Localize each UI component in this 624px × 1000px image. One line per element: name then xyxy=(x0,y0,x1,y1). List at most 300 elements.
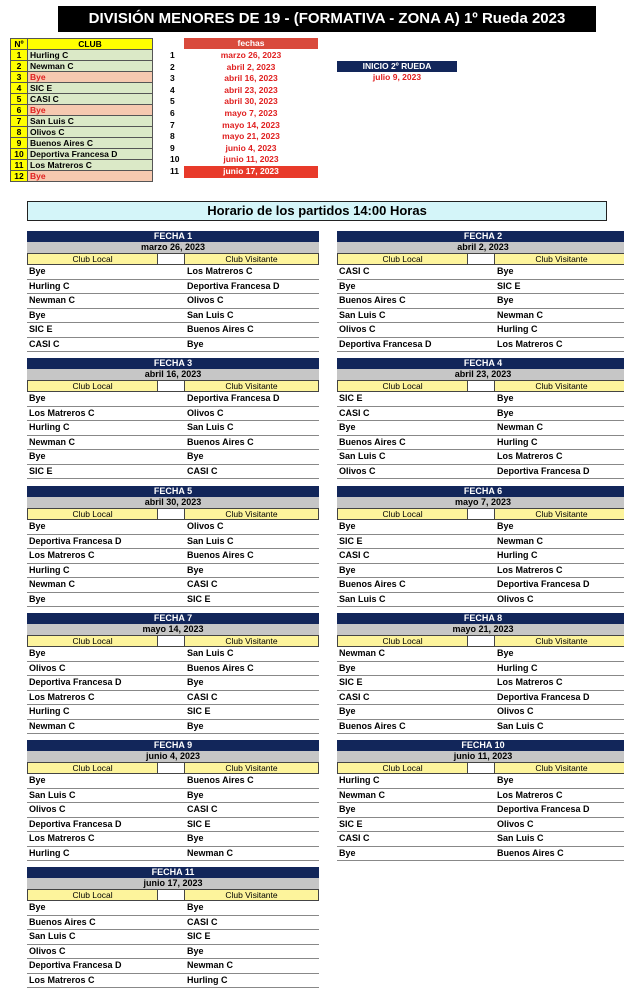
visiting-team: Newman C xyxy=(187,960,234,970)
club-visitante-header: Club Visitante xyxy=(494,635,624,646)
clubs-club-header: CLUB xyxy=(28,39,153,50)
local-team: SIC E xyxy=(339,393,363,403)
visiting-team: Olivos C xyxy=(187,521,224,531)
match-row xyxy=(27,535,319,550)
local-team: Los Matreros C xyxy=(29,691,95,702)
fecha-title: FECHA 8 xyxy=(337,613,624,624)
fecha-number: 9 xyxy=(170,142,175,153)
fecha-column-headers xyxy=(27,508,319,520)
club-visitante-header: Club Visitante xyxy=(494,253,624,264)
fecha-title: FECHA 10 xyxy=(337,740,624,751)
club-name: San Luis C xyxy=(28,116,153,127)
fecha-column-headers xyxy=(27,762,319,774)
local-team: Bye xyxy=(339,804,356,814)
local-team: Deportiva Francesa D xyxy=(29,535,122,546)
match-row xyxy=(337,676,624,691)
club-number: 5 xyxy=(11,94,28,105)
column-gap xyxy=(158,762,184,773)
match-row xyxy=(337,789,624,804)
fecha-title: FECHA 5 xyxy=(27,486,319,497)
match-row xyxy=(337,294,624,309)
visiting-team: Deportiva Francesa D xyxy=(497,579,590,589)
fecha-column-headers xyxy=(27,253,319,265)
match-row xyxy=(337,280,624,295)
local-team: Bye xyxy=(339,521,356,531)
fecha-block-date: abril 23, 2023 xyxy=(337,369,624,380)
club-visitante-header: Club Visitante xyxy=(494,380,624,391)
local-team: Bye xyxy=(29,521,46,531)
visiting-team: San Luis C xyxy=(187,535,234,546)
local-team: Bye xyxy=(339,280,356,291)
match-row xyxy=(27,520,319,535)
visiting-team: Bye xyxy=(187,833,204,843)
visiting-team: San Luis C xyxy=(187,309,234,320)
local-team: Newman C xyxy=(29,720,76,731)
local-team: San Luis C xyxy=(29,931,76,941)
local-team: SIC E xyxy=(339,535,363,546)
match-row xyxy=(27,280,319,295)
club-row xyxy=(11,160,153,171)
visiting-team: SIC E xyxy=(187,593,211,604)
fecha-block xyxy=(337,613,624,734)
visiting-team: Hurling C xyxy=(497,662,538,673)
local-team: Los Matreros C xyxy=(29,407,95,418)
visiting-team: Buenos Aires C xyxy=(187,662,254,673)
column-gap xyxy=(468,253,494,264)
club-row xyxy=(11,149,153,160)
match-row xyxy=(337,407,624,422)
club-local-header: Club Local xyxy=(337,635,468,646)
local-team: Hurling C xyxy=(29,706,70,716)
fecha-number: 7 xyxy=(170,119,175,130)
match-row xyxy=(337,309,624,324)
clubs-num-header: Nº xyxy=(11,39,28,50)
visiting-team: San Luis C xyxy=(187,422,234,432)
column-gap xyxy=(468,380,494,391)
visiting-team: SIC E xyxy=(187,931,211,941)
fecha-date-row xyxy=(166,143,318,155)
fechas-header: fechas xyxy=(184,38,318,49)
fecha-block-date: junio 11, 2023 xyxy=(337,751,624,762)
visiting-team: Bye xyxy=(187,902,204,912)
visiting-team: San Luis C xyxy=(497,833,544,843)
match-row xyxy=(337,392,624,407)
club-row xyxy=(11,50,153,61)
match-row xyxy=(27,945,319,960)
local-team: CASI C xyxy=(339,407,370,418)
club-number: 8 xyxy=(11,127,28,138)
fecha-column-headers xyxy=(337,762,624,774)
visiting-team: Buenos Aires C xyxy=(187,550,254,560)
match-row xyxy=(337,450,624,465)
clubs-table xyxy=(10,38,153,182)
match-row xyxy=(337,774,624,789)
match-row xyxy=(337,720,624,735)
club-local-header: Club Local xyxy=(27,889,158,900)
club-local-header: Club Local xyxy=(27,253,158,264)
fecha-block-date: mayo 21, 2023 xyxy=(337,624,624,635)
fecha-column-headers xyxy=(337,253,624,265)
match-row xyxy=(27,578,319,593)
visiting-team: Los Matreros C xyxy=(497,451,563,461)
fecha-block xyxy=(27,231,319,352)
visiting-team: Olivos C xyxy=(497,706,534,716)
match-row xyxy=(337,593,624,608)
match-row xyxy=(27,265,319,280)
fecha-number: 5 xyxy=(170,96,175,107)
match-row xyxy=(27,465,319,480)
match-row xyxy=(27,705,319,720)
visiting-team: CASI C xyxy=(187,916,218,927)
fecha-column-headers xyxy=(337,635,624,647)
visiting-team: Olivos C xyxy=(187,407,224,418)
club-visitante-header: Club Visitante xyxy=(494,762,624,773)
visiting-team: Newman C xyxy=(187,847,234,858)
fecha-block-date: junio 4, 2023 xyxy=(27,751,319,762)
fecha-block xyxy=(27,486,319,607)
match-row xyxy=(337,465,624,480)
fecha-number: 3 xyxy=(170,73,175,84)
club-local-header: Club Local xyxy=(27,635,158,646)
club-row xyxy=(11,94,153,105)
local-team: Bye xyxy=(339,564,356,575)
fecha-date-row xyxy=(166,166,318,178)
club-visitante-header: Club Visitante xyxy=(184,380,319,391)
local-team: Deportiva Francesa D xyxy=(29,960,122,970)
visiting-team: Deportiva Francesa D xyxy=(187,280,280,291)
visiting-team: Bye xyxy=(187,945,204,956)
segunda-rueda-date: julio 9, 2023 xyxy=(372,72,422,82)
club-name: Olivos C xyxy=(28,127,153,138)
match-row xyxy=(27,959,319,974)
fecha-date: mayo 14, 2023 xyxy=(222,119,280,130)
club-row xyxy=(11,171,153,182)
fecha-block xyxy=(337,231,624,352)
fecha-date-row xyxy=(166,120,318,132)
local-team: Los Matreros C xyxy=(29,550,95,560)
segunda-rueda-label: INICIO 2º RUEDA xyxy=(337,61,457,72)
local-team: Bye xyxy=(29,393,46,403)
fecha-number: 6 xyxy=(170,108,175,118)
match-row xyxy=(337,564,624,579)
local-team: San Luis C xyxy=(339,593,386,604)
club-number: 10 xyxy=(11,149,28,160)
visiting-team: Buenos Aires C xyxy=(187,436,254,447)
local-team: Buenos Aires C xyxy=(339,436,406,447)
local-team: Bye xyxy=(339,847,356,858)
fecha-number: 11 xyxy=(170,166,179,176)
visiting-team: SIC E xyxy=(187,818,211,829)
match-row xyxy=(27,549,319,564)
match-row xyxy=(27,789,319,804)
match-row xyxy=(337,662,624,677)
match-row xyxy=(337,323,624,338)
visiting-team: Newman C xyxy=(497,309,544,320)
visiting-team: SIC E xyxy=(497,280,521,291)
local-team: Hurling C xyxy=(29,564,70,575)
fecha-title: FECHA 6 xyxy=(337,486,624,497)
local-team: Buenos Aires C xyxy=(29,916,96,927)
match-row xyxy=(337,803,624,818)
fecha-date-row xyxy=(166,50,318,62)
local-team: Newman C xyxy=(29,436,76,447)
club-local-header: Club Local xyxy=(27,508,158,519)
local-team: Newman C xyxy=(339,648,386,658)
fecha-column-headers xyxy=(27,889,319,901)
local-team: Hurling C xyxy=(29,280,70,291)
match-row xyxy=(337,421,624,436)
visiting-team: Olivos C xyxy=(187,295,224,305)
fecha-number: 4 xyxy=(170,84,175,95)
match-row xyxy=(27,847,319,862)
match-row xyxy=(337,578,624,593)
local-team: San Luis C xyxy=(29,789,76,800)
match-row xyxy=(27,803,319,818)
local-team: CASI C xyxy=(339,691,370,702)
fecha-number: 1 xyxy=(170,50,175,60)
fecha-column-headers xyxy=(337,508,624,520)
fecha-number: 10 xyxy=(170,154,180,165)
match-row xyxy=(27,593,319,608)
match-row xyxy=(27,676,319,691)
club-row xyxy=(11,138,153,149)
local-team: Buenos Aires C xyxy=(339,720,406,731)
match-row xyxy=(27,818,319,833)
local-team: Olivos C xyxy=(339,324,376,334)
fecha-column-headers xyxy=(27,635,319,647)
local-team: Bye xyxy=(29,902,46,912)
club-name: SIC E xyxy=(28,83,153,94)
local-team: Bye xyxy=(29,451,46,461)
match-row xyxy=(337,535,624,550)
local-team: Los Matreros C xyxy=(29,833,95,843)
fecha-date: mayo 21, 2023 xyxy=(222,131,280,142)
club-name: Bye xyxy=(28,105,153,116)
club-local-header: Club Local xyxy=(337,508,468,519)
visiting-team: Hurling C xyxy=(497,436,538,447)
visiting-team: Bye xyxy=(187,451,204,461)
visiting-team: Bye xyxy=(187,564,204,575)
local-team: Newman C xyxy=(29,579,76,589)
fecha-date-row xyxy=(166,73,318,85)
match-row xyxy=(337,520,624,535)
fecha-block-date: abril 16, 2023 xyxy=(27,369,319,380)
column-gap xyxy=(468,508,494,519)
match-row xyxy=(27,930,319,945)
club-local-header: Club Local xyxy=(337,253,468,264)
fecha-date-row xyxy=(166,108,318,120)
match-row xyxy=(27,647,319,662)
match-row xyxy=(27,774,319,789)
visiting-team: Los Matreros C xyxy=(497,564,563,575)
local-team: Buenos Aires C xyxy=(339,579,406,589)
fecha-date: junio 4, 2023 xyxy=(225,142,277,153)
fecha-title: FECHA 1 xyxy=(27,231,319,242)
local-team: Newman C xyxy=(339,789,386,800)
fecha-date: junio 17, 2023 xyxy=(184,166,318,178)
local-team: Bye xyxy=(29,593,46,604)
local-team: Bye xyxy=(339,422,356,432)
match-row xyxy=(337,549,624,564)
fecha-date: abril 30, 2023 xyxy=(224,96,278,107)
club-name: Bye xyxy=(28,72,153,83)
visiting-team: Bye xyxy=(497,521,514,531)
club-visitante-header: Club Visitante xyxy=(184,635,319,646)
club-name: Bye xyxy=(28,171,153,182)
fecha-title: FECHA 7 xyxy=(27,613,319,624)
club-row xyxy=(11,83,153,94)
club-row xyxy=(11,61,153,72)
fecha-date-row xyxy=(166,62,318,74)
visiting-team: Bye xyxy=(187,338,204,349)
fecha-block-date: abril 2, 2023 xyxy=(337,242,624,253)
club-number: 2 xyxy=(11,61,28,72)
visiting-team: San Luis C xyxy=(497,720,544,731)
club-name: Newman C xyxy=(28,61,153,72)
club-name: Los Matreros C xyxy=(28,160,153,171)
local-team: San Luis C xyxy=(339,451,386,461)
club-visitante-header: Club Visitante xyxy=(184,889,319,900)
fecha-column-headers xyxy=(27,380,319,392)
match-row xyxy=(337,705,624,720)
local-team: Bye xyxy=(29,266,46,276)
match-row xyxy=(27,407,319,422)
match-row xyxy=(337,691,624,706)
visiting-team: Bye xyxy=(497,295,514,305)
club-row xyxy=(11,105,153,116)
fecha-title: FECHA 4 xyxy=(337,358,624,369)
fecha-date-row xyxy=(166,96,318,108)
visiting-team: SIC E xyxy=(187,706,211,716)
visiting-team: Olivos C xyxy=(497,818,534,829)
local-team: CASI C xyxy=(339,550,370,560)
club-name: Deportiva Francesa D xyxy=(28,149,153,160)
local-team: Hurling C xyxy=(29,847,70,858)
club-name: CASI C xyxy=(28,94,153,105)
match-row xyxy=(27,974,319,989)
column-gap xyxy=(468,762,494,773)
page-title: DIVISIÓN MENORES DE 19 - (FORMATIVA - ZONA A) 1º Rueda 2023 xyxy=(58,6,596,32)
visiting-team: Deportiva Francesa D xyxy=(497,691,590,702)
fecha-block xyxy=(337,740,624,861)
local-team: Deportiva Francesa D xyxy=(339,338,432,349)
visiting-team: CASI C xyxy=(187,579,218,589)
local-team: Hurling C xyxy=(29,422,70,432)
match-row xyxy=(27,564,319,579)
local-team: Olivos C xyxy=(29,662,66,673)
fecha-block xyxy=(27,613,319,734)
visiting-team: Hurling C xyxy=(497,550,538,560)
fecha-block xyxy=(337,486,624,607)
visiting-team: Deportiva Francesa D xyxy=(187,393,280,403)
fecha-date-row xyxy=(166,85,318,97)
segunda-rueda xyxy=(337,61,457,83)
club-number: 7 xyxy=(11,116,28,127)
club-number: 1 xyxy=(11,50,28,61)
fecha-title: FECHA 2 xyxy=(337,231,624,242)
match-row xyxy=(27,294,319,309)
club-number: 11 xyxy=(11,160,28,171)
local-team: Los Matreros C xyxy=(29,974,95,985)
local-team: Bye xyxy=(339,662,356,673)
club-local-header: Club Local xyxy=(27,380,158,391)
club-row xyxy=(11,127,153,138)
visiting-team: Buenos Aires C xyxy=(187,324,254,334)
local-team: SIC E xyxy=(29,465,53,476)
visiting-team: Olivos C xyxy=(497,593,534,604)
column-gap xyxy=(468,635,494,646)
visiting-team: CASI C xyxy=(187,691,218,702)
fecha-block-date: junio 17, 2023 xyxy=(27,878,319,889)
column-gap xyxy=(158,889,184,900)
local-team: San Luis C xyxy=(339,309,386,320)
club-name: Buenos Aires C xyxy=(28,138,153,149)
visiting-team: CASI C xyxy=(187,804,218,814)
match-row xyxy=(27,309,319,324)
club-visitante-header: Club Visitante xyxy=(184,762,319,773)
visiting-team: Buenos Aires C xyxy=(187,775,254,785)
match-row xyxy=(27,338,319,353)
visiting-team: San Luis C xyxy=(187,648,234,658)
visiting-team: Bye xyxy=(497,393,514,403)
local-team: Buenos Aires C xyxy=(339,295,406,305)
fecha-number: 2 xyxy=(170,61,175,72)
fecha-title: FECHA 3 xyxy=(27,358,319,369)
match-row xyxy=(337,436,624,451)
club-local-header: Club Local xyxy=(27,762,158,773)
match-row xyxy=(27,691,319,706)
fecha-column-headers xyxy=(337,380,624,392)
fecha-block xyxy=(337,358,624,479)
visiting-team: Bye xyxy=(187,677,204,687)
visiting-team: Hurling C xyxy=(497,324,538,334)
visiting-team: CASI C xyxy=(187,465,218,476)
club-row xyxy=(11,116,153,127)
visiting-team: Bye xyxy=(497,266,514,276)
match-row xyxy=(27,832,319,847)
fecha-block-date: abril 30, 2023 xyxy=(27,497,319,508)
club-number: 9 xyxy=(11,138,28,149)
fecha-date: junio 11, 2023 xyxy=(223,154,279,165)
match-row xyxy=(27,392,319,407)
fecha-block-date: marzo 26, 2023 xyxy=(27,242,319,253)
fecha-block xyxy=(27,740,319,861)
local-team: SIC E xyxy=(339,677,363,687)
visiting-team: Deportiva Francesa D xyxy=(497,465,590,476)
visiting-team: Bye xyxy=(497,407,514,418)
fecha-title: FECHA 11 xyxy=(27,867,319,878)
visiting-team: Los Matreros C xyxy=(497,677,563,687)
visiting-team: Deportiva Francesa D xyxy=(497,804,590,814)
visiting-team: Los Matreros C xyxy=(497,789,563,800)
club-number: 4 xyxy=(11,83,28,94)
local-team: CASI C xyxy=(339,266,370,276)
fecha-date-row xyxy=(166,154,318,166)
club-visitante-header: Club Visitante xyxy=(494,508,624,519)
local-team: Deportiva Francesa D xyxy=(29,677,122,687)
match-row xyxy=(337,338,624,353)
club-name: Hurling C xyxy=(28,50,153,61)
column-gap xyxy=(158,508,184,519)
horario-banner: Horario de los partidos 14:00 Horas xyxy=(27,201,607,221)
visiting-team: Newman C xyxy=(497,535,544,546)
visiting-team: Los Matreros C xyxy=(497,338,563,349)
local-team: Bye xyxy=(29,648,46,658)
match-row xyxy=(27,720,319,735)
match-row xyxy=(27,916,319,931)
local-team: Olivos C xyxy=(29,945,66,956)
fecha-date: abril 23, 2023 xyxy=(224,84,278,95)
